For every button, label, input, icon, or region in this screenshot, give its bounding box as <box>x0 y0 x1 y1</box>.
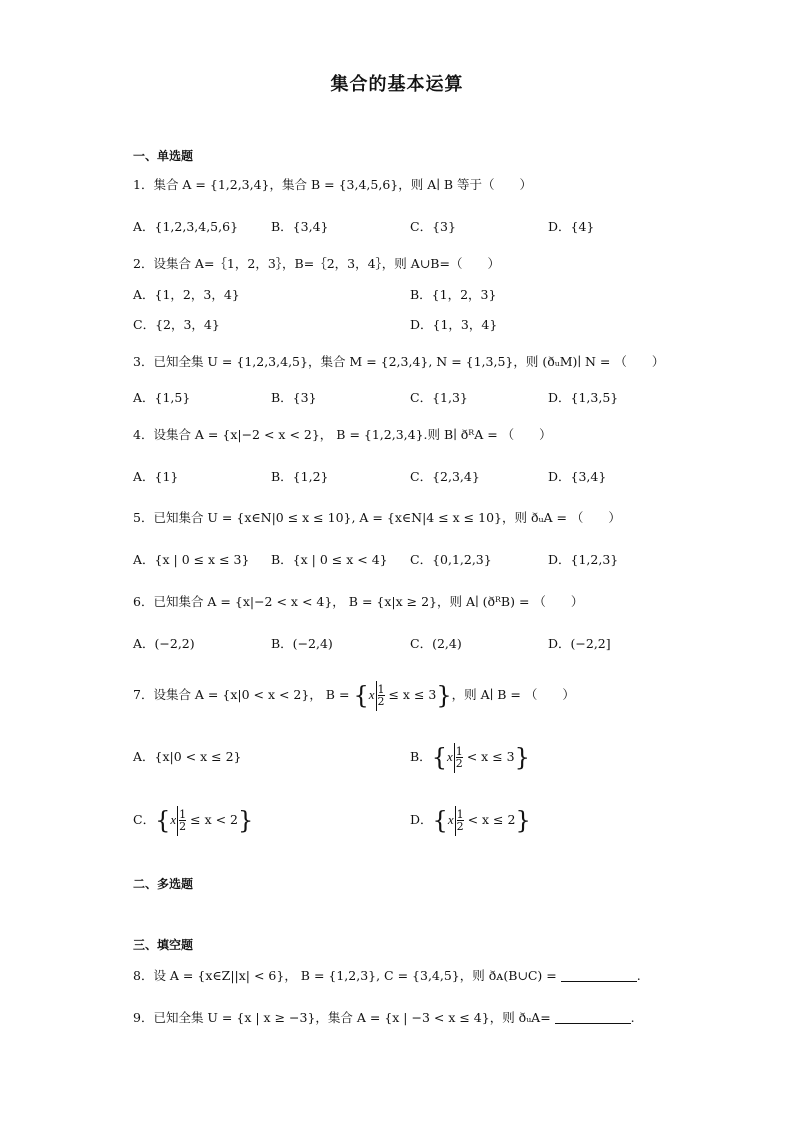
question-6-option-d: D．(−2,2] <box>548 636 611 651</box>
question-8-stem: 8．设 A = {x∈Z||x| < 6}， B = {1,2,3}, C = {3,4,5}，则 ðᴀ(B∪C) = <box>133 968 557 983</box>
right-brace: } <box>514 743 530 772</box>
page-title: 集合的基本运算 <box>330 74 464 95</box>
question-2-option-a: A．{1，2，3，4} <box>133 287 240 302</box>
question-1-stem: 1．集合 A = {1,2,3,4}，集合 B = {3,4,5,6}，则 A∣ B 等于（ ） <box>133 177 532 192</box>
left-brace: { <box>431 743 447 772</box>
question-7-option-d <box>410 805 531 836</box>
set-variable: x <box>446 749 453 764</box>
question-2-option-d: D．{1，3，4} <box>410 317 498 332</box>
question-9 <box>133 1009 635 1027</box>
question-7-option-a: A．{x|0 < x ≤ 2} <box>133 749 242 764</box>
question-6-option-b: B．(−2,4) <box>271 636 333 651</box>
answer-blank[interactable] <box>561 967 637 982</box>
question-6-stem: 6．已知集合 A = {x|−2 < x < 4}， B = {x|x ≥ 2}，则 A∣ (ðᴿB) = （ ） <box>133 594 584 609</box>
question-2-option-b: B．{1，2，3} <box>410 287 497 302</box>
question-9-stem: 9．已知全集 U = {x | x ≥ −3}，集合 A = {x | −3 < x ≤ 4}，则 ðᵤA= <box>133 1010 551 1025</box>
option-d-tail: < x ≤ 2 <box>467 812 516 827</box>
question-7-option-c <box>133 805 253 836</box>
section-fill-in: 三、填空题 <box>133 938 194 952</box>
option-c-tail: ≤ x < 2 <box>190 812 238 827</box>
question-5-option-d: D．{1,2,3} <box>548 552 619 567</box>
set-bar <box>376 681 377 711</box>
fraction-denominator: 2 <box>377 695 385 708</box>
right-brace: } <box>436 681 452 710</box>
option-b-label: B． <box>410 749 432 764</box>
left-brace: { <box>432 806 448 835</box>
question-5-option-c: C．{0,1,2,3} <box>410 552 492 567</box>
option-d-label: D． <box>410 812 433 827</box>
fraction-denominator: 2 <box>456 820 464 833</box>
left-brace: { <box>155 806 171 835</box>
question-3-stem: 3．已知全集 U = {1,2,3,4,5}，集合 M = {2,3,4}, N = {1,3,5}，则 (ðᵤM)∣ N = （ ） <box>133 354 665 369</box>
fraction-numerator: 1 <box>377 683 385 696</box>
left-brace: { <box>353 681 369 710</box>
set-bar <box>455 806 456 836</box>
section-single-choice: 一、单选题 <box>133 149 194 163</box>
set-variable: x <box>368 687 375 702</box>
question-3-option-a: A．{1,5} <box>133 390 191 405</box>
fraction-one-half <box>457 809 464 832</box>
fraction-numerator: 1 <box>456 808 464 821</box>
answer-blank[interactable] <box>555 1009 631 1024</box>
set-variable: x <box>170 812 177 827</box>
question-5-stem: 5．已知集合 U = {x∈N|0 ≤ x ≤ 10}, A = {x∈N|4 ≤ x ≤ 10}，则 ðᵤA = （ ） <box>133 510 621 525</box>
fraction-numerator: 1 <box>179 808 187 821</box>
right-brace: } <box>515 806 531 835</box>
question-5-option-a: A．{x | 0 ≤ x ≤ 3} <box>133 552 250 567</box>
fraction-one-half <box>378 684 385 707</box>
question-3-option-c: C．{1,3} <box>410 390 468 405</box>
question-1-option-c: C．{3} <box>410 219 456 234</box>
question-7-prefix: 7．设集合 A = {x|0 < x < 2}， B = <box>133 687 350 702</box>
question-7-stem <box>133 680 575 711</box>
question-8 <box>133 967 641 985</box>
question-7-b-tail: ≤ x ≤ 3 <box>388 687 437 702</box>
set-bar <box>454 743 455 773</box>
question-4-option-a: A．{1} <box>133 469 179 484</box>
fraction-denominator: 2 <box>455 757 463 770</box>
question-6-option-c: C．(2,4) <box>410 636 462 651</box>
set-bar <box>177 806 178 836</box>
question-1-option-a: A．{1,2,3,4,5,6} <box>133 219 239 234</box>
question-4-option-d: D．{3,4} <box>548 469 607 484</box>
set-variable: x <box>447 812 454 827</box>
question-8-end: . <box>636 968 641 983</box>
question-3-option-b: B．{3} <box>271 390 317 405</box>
question-2-option-c: C．{2，3，4} <box>133 317 220 332</box>
question-1-option-d: D．{4} <box>548 219 595 234</box>
question-4-option-c: C．{2,3,4} <box>410 469 480 484</box>
question-4-stem: 4．设集合 A = {x|−2 < x < 2}， B = {1,2,3,4}.则 B∣ ðᴿA = （ ） <box>133 427 552 442</box>
question-3-option-d: D．{1,3,5} <box>548 390 619 405</box>
question-7-suffix: ，则 A∣ B = （ ） <box>451 687 575 702</box>
question-9-end: . <box>630 1010 635 1025</box>
question-1-option-b: B．{3,4} <box>271 219 329 234</box>
right-brace: } <box>238 806 254 835</box>
fraction-one-half <box>456 746 463 769</box>
question-4-option-b: B．{1,2} <box>271 469 329 484</box>
fraction-numerator: 1 <box>455 745 463 758</box>
fraction-one-half <box>179 809 186 832</box>
question-5-option-b: B．{x | 0 ≤ x < 4} <box>271 552 388 567</box>
option-b-tail: < x ≤ 3 <box>466 749 515 764</box>
option-c-label: C． <box>133 812 156 827</box>
question-7-option-b <box>410 742 530 773</box>
question-2-stem: 2．设集合 A=｛1，2，3｝，B=｛2，3，4｝，则 A∪B=（ ） <box>133 256 500 271</box>
question-6-option-a: A．(−2,2) <box>133 636 195 651</box>
fraction-denominator: 2 <box>179 820 187 833</box>
section-multiple-choice: 二、多选题 <box>133 877 194 891</box>
